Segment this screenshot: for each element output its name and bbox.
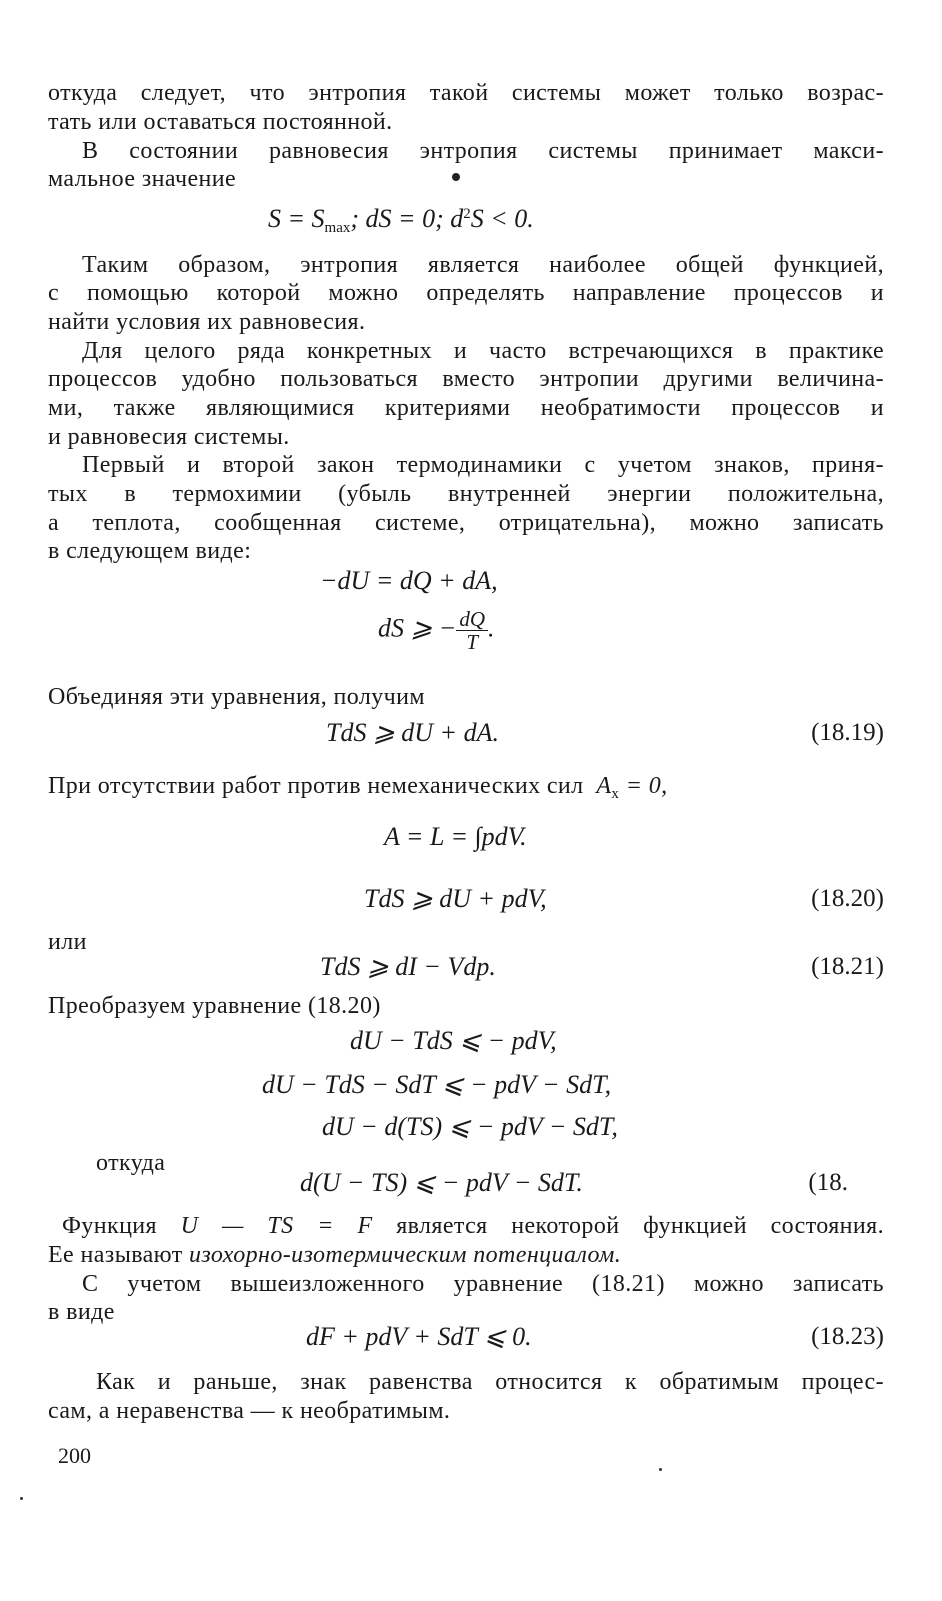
equation-18-19: TdS ⩾ dU + dA. <box>326 718 499 747</box>
ink-dot <box>452 173 460 181</box>
text-line: С учетом вышеизложенного уравнение (18.21) можно записать <box>82 1271 884 1297</box>
text-line: откуда следует, что энтропия такой системы может только возрас- <box>48 80 884 106</box>
equation-18-20: TdS ⩾ dU + pdV, <box>364 884 547 913</box>
text-line: При отсутствии работ против немеханических сил $A_x = 0$, <box>48 773 668 802</box>
text-line: в следующем виде: <box>48 538 252 564</box>
text-line: Преобразуем уравнение (18.20) <box>48 993 381 1019</box>
text-line: в виде <box>48 1299 115 1325</box>
page-number: 200 <box>58 1443 91 1468</box>
equation-transform-1: dU − TdS ⩽ − pdV, <box>350 1026 557 1055</box>
text-line: В состоянии равновесия энтропия системы принимает макси- <box>82 138 884 164</box>
equation-transform-4: d(U − TS) ⩽ − pdV − SdT. <box>300 1168 583 1197</box>
equation-number: (18. <box>808 1169 848 1196</box>
equation-second-law: dS ⩾ − $\frac{dQ}{T}$ . <box>378 607 495 654</box>
equation-work: A = L = ∫pdV. <box>384 822 527 851</box>
text-line: или <box>48 929 87 955</box>
text-line: Первый и второй закон термодинамики с учетом знаков, приня- <box>82 452 884 478</box>
text-line: Таким образом, энтропия является наиболее общей функцией, <box>82 252 884 278</box>
text-line: процессов удобно пользоваться вместо энтропии другими величина- <box>48 366 884 392</box>
equation-s-max: $S = S_{max}$; dS = 0; $d^2S < 0$. <box>268 204 534 236</box>
text-line: с помощью которой можно определять направление процессов и <box>48 280 884 306</box>
text-line: тать или оставаться постоянной. <box>48 109 393 135</box>
text-line: найти условия их равновесия. <box>48 309 366 335</box>
equation-18-21: TdS ⩾ dI − Vdp. <box>320 952 496 981</box>
equation-number: (18.19) <box>811 719 884 746</box>
text-line: мальное значение <box>48 166 237 192</box>
text-line: Ее называют изохорно-изотермическим потенциалом. <box>48 1242 622 1268</box>
text-line: откуда <box>96 1150 166 1176</box>
text-line: а теплота, сообщенная системе, отрицательна), можно записать <box>48 510 884 536</box>
equation-number: (18.20) <box>811 885 884 912</box>
equation-transform-2: dU − TdS − SdT ⩽ − pdV − SdT, <box>262 1070 612 1099</box>
text-line: Объединяя эти уравнения, получим <box>48 684 425 710</box>
text-line: сам, а неравенства — к необратимым. <box>48 1398 451 1424</box>
equation-first-law: −dU = dQ + dA, <box>320 566 498 595</box>
equation-number: (18.21) <box>811 953 884 980</box>
text-line: и равновесия системы. <box>48 424 290 450</box>
text-line: тых в термохимии (убыль внутренней энергии положительна, <box>48 481 884 507</box>
equation-number: (18.23) <box>811 1323 884 1350</box>
text-line: Как и раньше, знак равенства относится к обратимым процес- <box>96 1369 884 1395</box>
equation-transform-3: dU − d(TS) ⩽ − pdV − SdT, <box>322 1112 618 1141</box>
ink-speck <box>20 1497 23 1500</box>
equation-18-23: dF + pdV + SdT ⩽ 0. <box>306 1322 532 1351</box>
text-line: Для целого ряда конкретных и часто встречающихся в практике <box>82 338 884 364</box>
ink-speck <box>659 1468 662 1471</box>
text-line: ми, также являющимися критериями необратимости процессов и <box>48 395 884 421</box>
text-line: Функция U — TS = F является некоторой функцией состояния. <box>62 1213 884 1239</box>
